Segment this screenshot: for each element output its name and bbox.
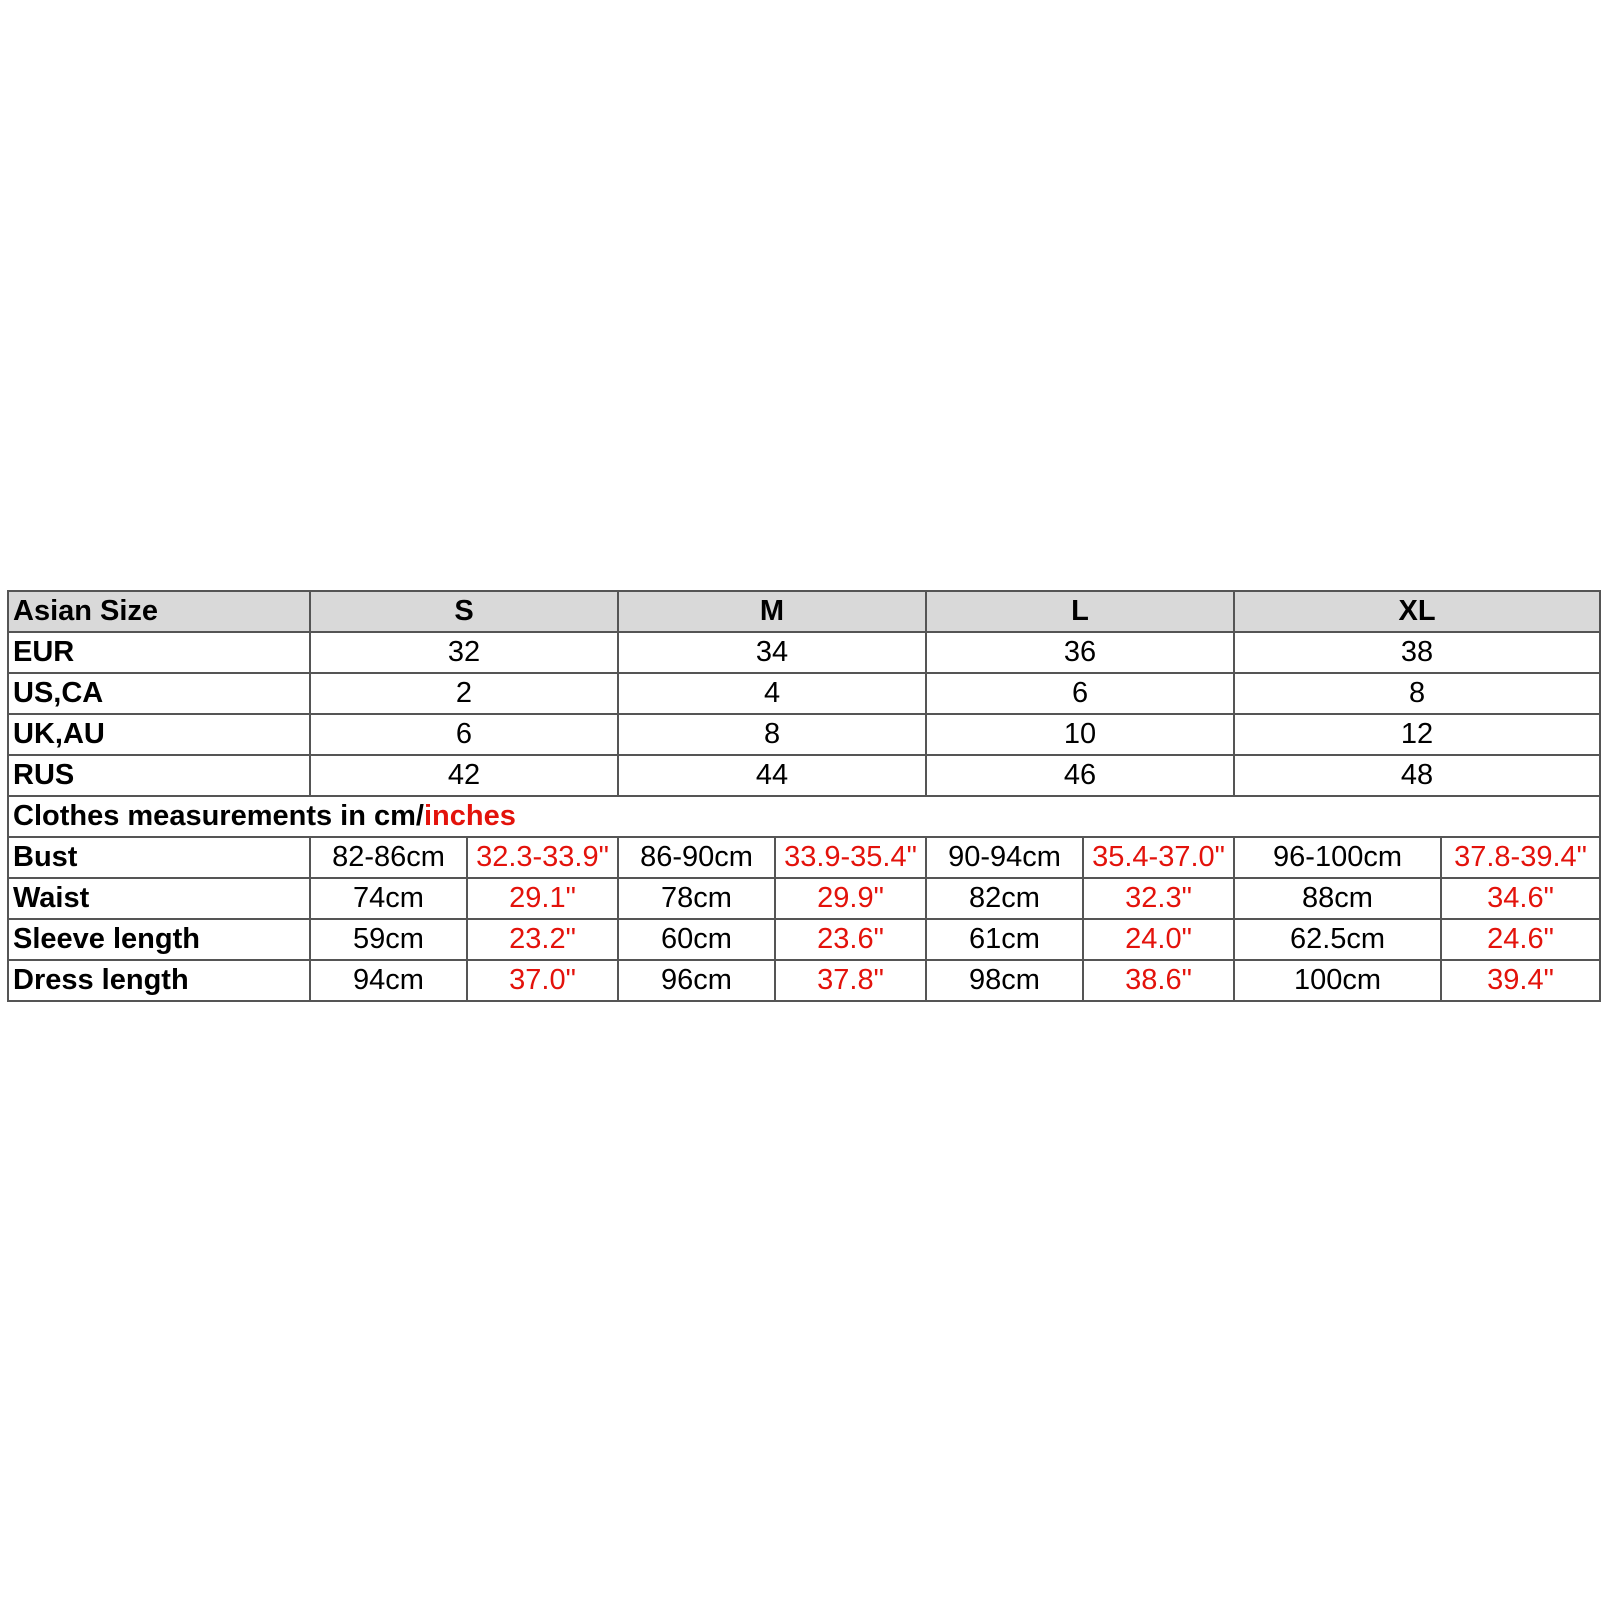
inch-value: 37.0": [467, 960, 618, 1001]
size-value: 6: [310, 714, 618, 755]
size-m-header: M: [618, 591, 926, 632]
size-value: 2: [310, 673, 618, 714]
size-value: 6: [926, 673, 1234, 714]
cm-value: 62.5cm: [1234, 919, 1441, 960]
inch-value: 23.2": [467, 919, 618, 960]
size-value: 34: [618, 632, 926, 673]
waist-row: [8, 878, 1600, 919]
row-label: US,CA: [8, 673, 310, 714]
cm-value: 96-100cm: [1234, 837, 1441, 878]
size-chart-table: [7, 590, 1601, 1002]
cm-value: 94cm: [310, 960, 467, 1001]
inch-value: 33.9-35.4": [775, 837, 926, 878]
cm-value: 59cm: [310, 919, 467, 960]
inch-value: 37.8-39.4": [1441, 837, 1600, 878]
dress-length-row: [8, 960, 1600, 1001]
cm-value: 96cm: [618, 960, 775, 1001]
inch-value: 39.4": [1441, 960, 1600, 1001]
size-value: 36: [926, 632, 1234, 673]
size-value: 12: [1234, 714, 1600, 755]
size-value: 48: [1234, 755, 1600, 796]
row-label: Bust: [8, 837, 310, 878]
cm-value: 60cm: [618, 919, 775, 960]
header-label: Asian Size: [8, 591, 310, 632]
sleeve-length-row: [8, 919, 1600, 960]
size-xl-header: XL: [1234, 591, 1600, 632]
row-label: Waist: [8, 878, 310, 919]
inch-value: 35.4-37.0": [1083, 837, 1234, 878]
size-l-header: L: [926, 591, 1234, 632]
row-label: EUR: [8, 632, 310, 673]
measurements-section-row: [8, 796, 1600, 837]
section-prefix: Clothes measurements in cm/: [13, 800, 424, 832]
cm-value: 82-86cm: [310, 837, 467, 878]
cm-value: 82cm: [926, 878, 1083, 919]
size-value: 8: [1234, 673, 1600, 714]
inch-value: 24.0": [1083, 919, 1234, 960]
size-value: 44: [618, 755, 926, 796]
size-value: 38: [1234, 632, 1600, 673]
cm-value: 61cm: [926, 919, 1083, 960]
row-label: Dress length: [8, 960, 310, 1001]
inch-value: 24.6": [1441, 919, 1600, 960]
row-label: RUS: [8, 755, 310, 796]
inch-value: 38.6": [1083, 960, 1234, 1001]
cm-value: 86-90cm: [618, 837, 775, 878]
inch-value: 29.1": [467, 878, 618, 919]
size-value: 42: [310, 755, 618, 796]
size-s-header: S: [310, 591, 618, 632]
cm-value: 74cm: [310, 878, 467, 919]
section-accent: inches: [423, 800, 516, 832]
rus-row: [8, 755, 1600, 796]
cm-value: 78cm: [618, 878, 775, 919]
us-ca-row: [8, 673, 1600, 714]
cm-value: 90-94cm: [926, 837, 1083, 878]
size-value: 46: [926, 755, 1234, 796]
size-value: 32: [310, 632, 618, 673]
size-value: 4: [618, 673, 926, 714]
inch-value: 37.8": [775, 960, 926, 1001]
cm-value: 98cm: [926, 960, 1083, 1001]
header-row: [8, 591, 1600, 632]
inch-value: 34.6": [1441, 878, 1600, 919]
inch-value: 23.6": [775, 919, 926, 960]
measurements-section-title: [8, 796, 1600, 837]
inch-value: 32.3-33.9": [467, 837, 618, 878]
size-value: 8: [618, 714, 926, 755]
row-label: Sleeve length: [8, 919, 310, 960]
eur-row: [8, 632, 1600, 673]
cm-value: 88cm: [1234, 878, 1441, 919]
inch-value: 32.3": [1083, 878, 1234, 919]
uk-au-row: [8, 714, 1600, 755]
cm-value: 100cm: [1234, 960, 1441, 1001]
bust-row: [8, 837, 1600, 878]
row-label: UK,AU: [8, 714, 310, 755]
size-value: 10: [926, 714, 1234, 755]
inch-value: 29.9": [775, 878, 926, 919]
